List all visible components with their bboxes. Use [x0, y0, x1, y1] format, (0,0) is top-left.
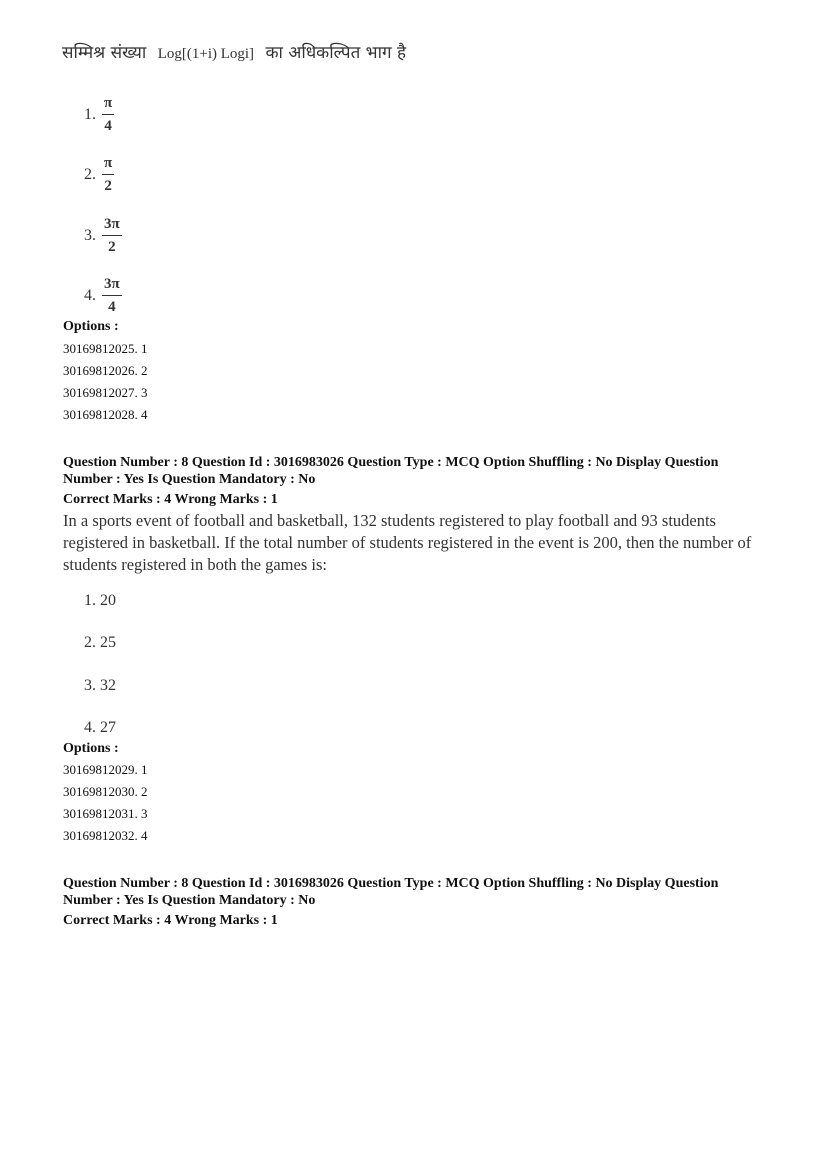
- question-2-option-3: 3. 32: [84, 677, 116, 694]
- question-1-prompt-before: सम्मिश्र संख्या: [62, 43, 147, 63]
- question-3-meta: [63, 875, 763, 929]
- fraction: [102, 96, 114, 134]
- question-2-meta-line-2: Number : Yes Is Question Mandatory : No: [63, 472, 316, 487]
- question-2-option-2: 2. 25: [84, 634, 116, 651]
- question-1-prompt-after: का अधिकल्पित भाग है: [265, 43, 407, 63]
- question-2-option-id-3: 30169812031. 3: [63, 806, 148, 821]
- question-2-option-1: 1. 20: [84, 592, 116, 609]
- question-1-option-3: [84, 217, 122, 255]
- question-1-option-4: [84, 277, 122, 315]
- fraction: [102, 217, 122, 255]
- fraction: [102, 277, 122, 315]
- question-3-meta-line-1: Question Number : 8 Question Id : 3016983026 Question Type : MCQ Option Shuffling : No Display Question: [63, 876, 719, 891]
- question-1-option-1: [84, 96, 114, 134]
- question-3-marks: Correct Marks : 4 Wrong Marks : 1: [63, 913, 278, 928]
- fraction-denominator: 4: [104, 118, 112, 134]
- question-1-option-2: [84, 156, 114, 194]
- question-2-marks: Correct Marks : 4 Wrong Marks : 1: [63, 492, 278, 507]
- fraction-numerator: π: [102, 96, 114, 115]
- question-1-option-id-2: 30169812026. 2: [63, 363, 148, 378]
- question-1-prompt: [62, 40, 406, 63]
- question-1-options-label: Options :: [63, 319, 119, 334]
- fraction-denominator: 4: [108, 299, 116, 315]
- option-number: 1.: [84, 106, 96, 123]
- question-1-option-id-1: 30169812025. 1: [63, 341, 148, 356]
- question-1-expression: Log[(1+i) Logi]: [157, 46, 255, 62]
- question-1-option-id-3: 30169812027. 3: [63, 385, 148, 400]
- question-3-meta-line-2: Number : Yes Is Question Mandatory : No: [63, 893, 316, 908]
- question-2-option-id-2: 30169812030. 2: [63, 784, 148, 799]
- question-2-text: In a sports event of football and basketball, 132 students registered to play football and 93 students registered in basketball. If the total number of students registered in the event is 200, then the number of students registered in both the games is:: [63, 511, 752, 574]
- option-number: 3.: [84, 227, 96, 244]
- fraction: [102, 156, 114, 194]
- fraction-denominator: 2: [104, 178, 112, 194]
- fraction-numerator: 3π: [102, 217, 122, 236]
- option-number: 2.: [84, 166, 96, 183]
- fraction-denominator: 2: [108, 239, 116, 255]
- question-2-meta: [63, 454, 763, 508]
- question-2-option-id-1: 30169812029. 1: [63, 762, 148, 777]
- question-2-option-id-4: 30169812032. 4: [63, 828, 148, 843]
- question-1-option-id-4: 30169812028. 4: [63, 407, 148, 422]
- question-2-options-label: Options :: [63, 741, 119, 756]
- question-2-meta-line-1: Question Number : 8 Question Id : 3016983026 Question Type : MCQ Option Shuffling : No Display Question: [63, 455, 719, 470]
- fraction-numerator: π: [102, 156, 114, 175]
- question-2-option-4: 4. 27: [84, 719, 116, 736]
- option-number: 4.: [84, 287, 96, 304]
- fraction-numerator: 3π: [102, 277, 122, 296]
